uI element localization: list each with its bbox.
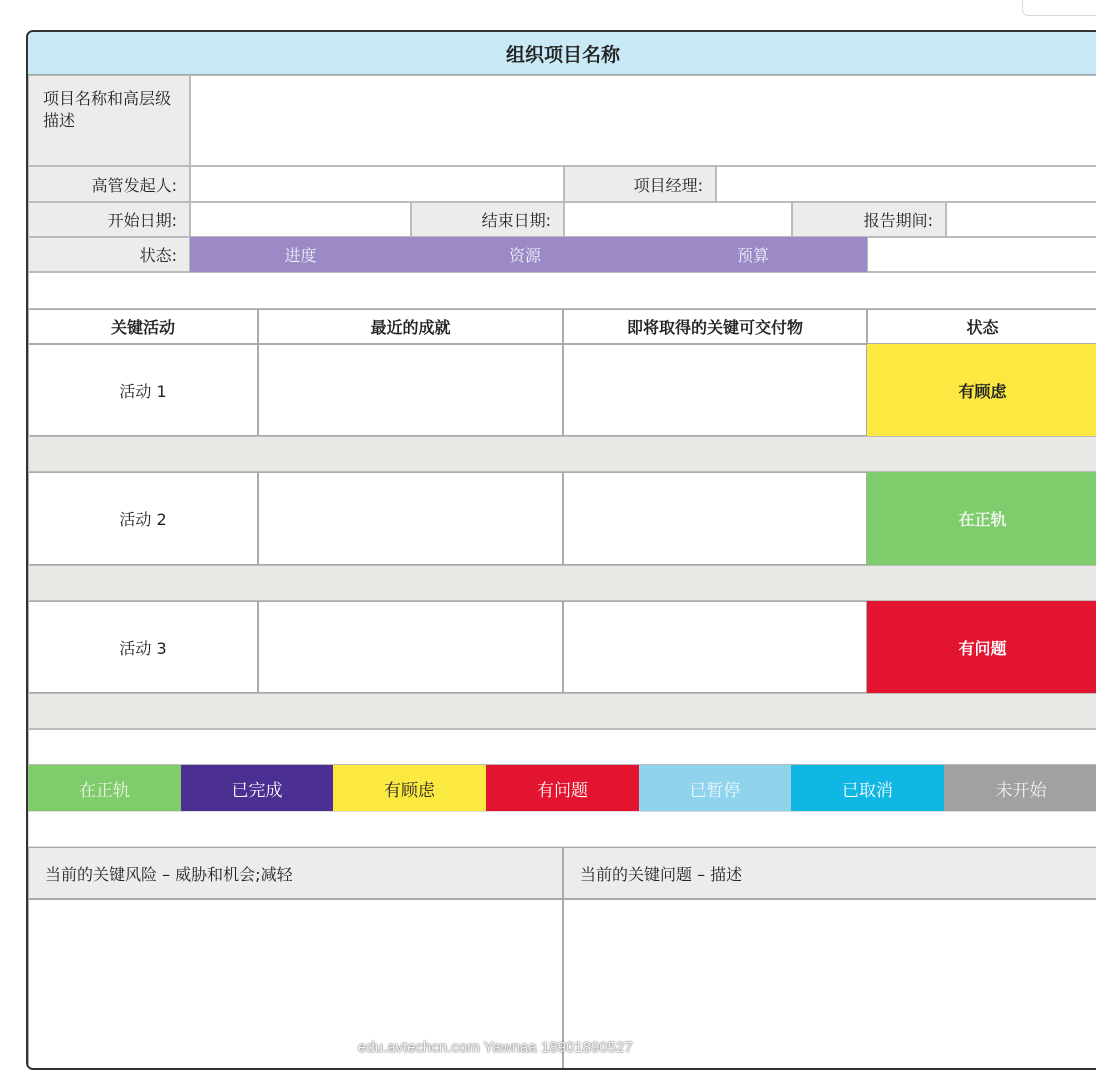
status-report-sheet [26,30,1096,1070]
status-resources[interactable]: 资源 [411,237,639,272]
legend-paused: 已暂停 [639,765,791,811]
report-period-label: 报告期间: [792,202,946,237]
project-description-field[interactable] [190,75,1096,166]
issues-header: 当前的关键问题 – 描述 [563,847,1096,899]
header-key-activities: 关键活动 [28,309,258,344]
legend-problem: 有问题 [486,765,639,811]
legend-completed: 已完成 [181,765,333,811]
end-date-field[interactable] [564,202,792,237]
activity-1-achievements[interactable] [258,344,563,436]
status-label: 状态: [28,237,190,272]
activity-3-deliverables[interactable] [563,601,867,693]
spacer-row [28,272,1096,309]
risks-header: 当前的关键风险 – 威胁和机会;减轻 [28,847,563,899]
legend-cancelled: 已取消 [791,765,944,811]
activity-1-status[interactable]: 有顾虑 [867,344,1096,436]
sponsor-field[interactable] [190,166,564,202]
legend-concern: 有顾虑 [333,765,486,811]
activity-1-name: 活动 1 [28,344,258,436]
activity-1-separator [28,436,1096,472]
activity-3-status[interactable]: 有问题 [867,601,1096,693]
report-period-field[interactable] [946,202,1096,237]
sponsor-label: 高管发起人: [28,166,190,202]
header-recent-achievements: 最近的成就 [258,309,563,344]
activity-2-name: 活动 2 [28,472,258,565]
start-date-field[interactable] [190,202,411,237]
status-schedule[interactable]: 进度 [190,237,411,272]
activity-2-separator [28,565,1096,601]
activity-3-separator [28,693,1096,729]
header-upcoming-deliverables: 即将取得的关键可交付物 [563,309,867,344]
manager-field[interactable] [716,166,1096,202]
activity-3-achievements[interactable] [258,601,563,693]
end-date-label: 结束日期: [411,202,564,237]
pre-legend-spacer [28,729,1096,765]
legend-not-started: 未开始 [944,765,1096,811]
activity-2-status[interactable]: 在正轨 [867,472,1096,565]
project-description-label [28,75,190,166]
report-title: 组织项目名称 [28,32,1096,75]
issues-content[interactable] [563,899,1096,1069]
manager-label: 项目经理: [564,166,716,202]
header-status: 状态 [867,309,1096,344]
project-description-label-text: 项目名称和高层级描述 [43,89,172,130]
activity-2-achievements[interactable] [258,472,563,565]
activity-2-deliverables[interactable] [563,472,867,565]
activity-3-name: 活动 3 [28,601,258,693]
window-corner-box [1022,0,1096,16]
legend-on-track: 在正轨 [28,765,181,811]
status-extra-field[interactable] [867,237,1096,272]
start-date-label: 开始日期: [28,202,190,237]
post-legend-spacer [28,811,1096,847]
activity-1-deliverables[interactable] [563,344,867,436]
status-budget[interactable]: 预算 [639,237,867,272]
watermark: edu.avtechcn.com Yawnaa 18901890527 [358,1039,633,1056]
